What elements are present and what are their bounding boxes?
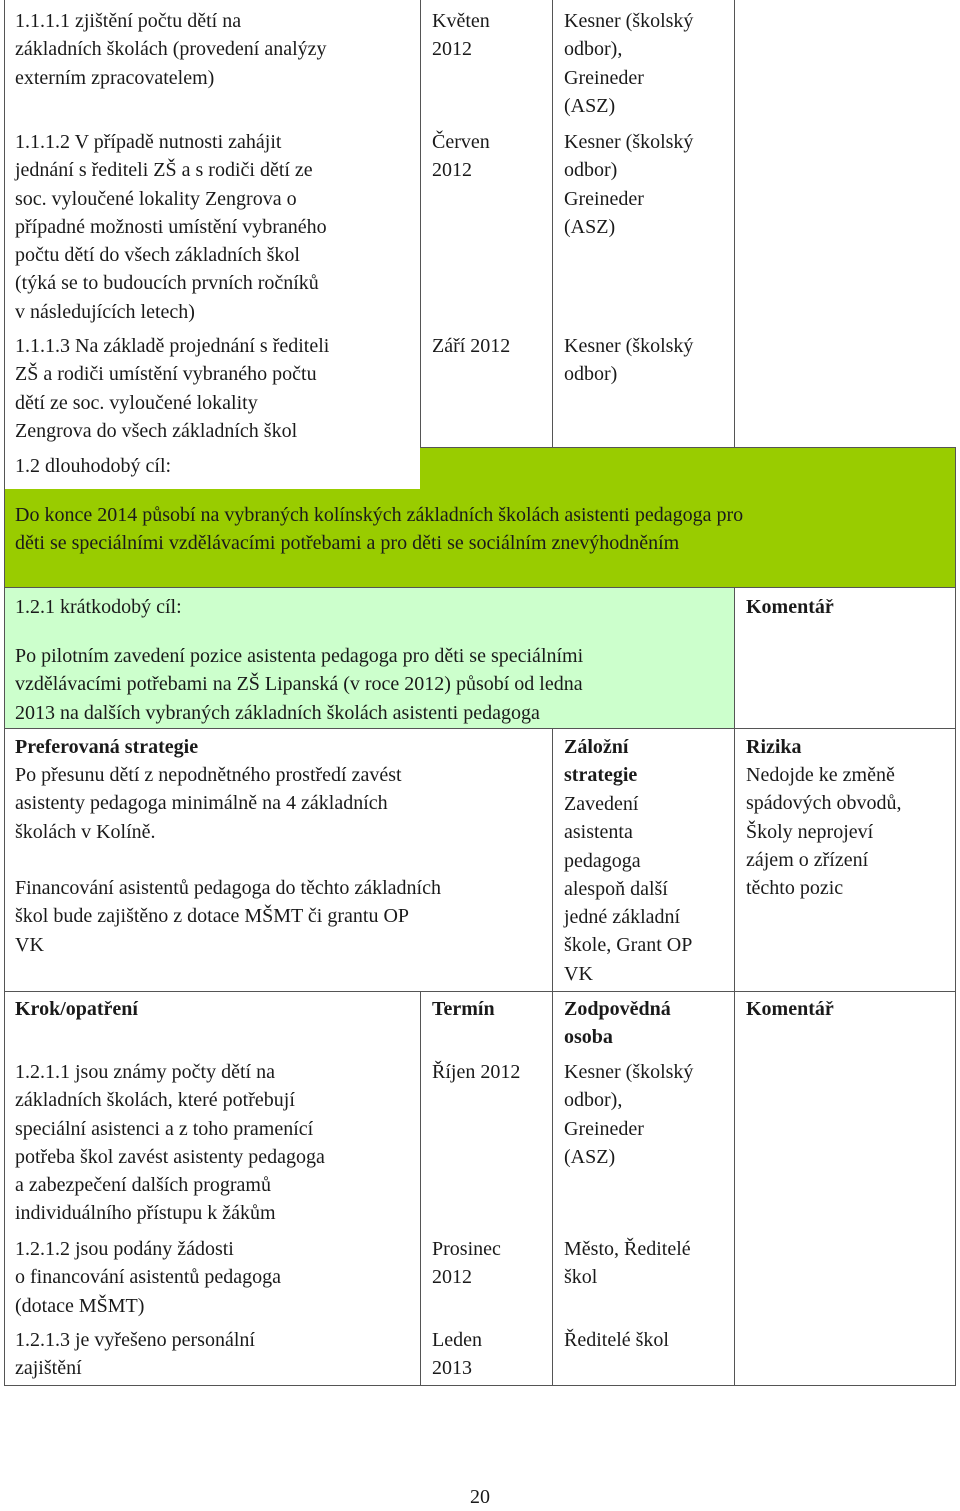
col-line-3-mid bbox=[734, 587, 735, 728]
backup-strategy-label: Záložní strategie bbox=[564, 736, 638, 787]
top-row-3-step: 1.1.1.3 Na základě projednání s řediteli ZŠ a rodiči umístění vybraného počtu dětí ze soc. vyloučené lokality Zengrova do všech základních škol bbox=[15, 335, 330, 442]
bottom-row-3-term: Leden 2013 bbox=[432, 1329, 482, 1380]
header-resp: Zodpovědná osoba bbox=[564, 998, 671, 1049]
preferred-strategy-label: Preferovaná strategie bbox=[15, 736, 199, 758]
col-line-2-strategy bbox=[552, 728, 553, 991]
header-term: Termín bbox=[432, 998, 495, 1020]
bottom-row-1-term: Říjen 2012 bbox=[432, 1061, 521, 1083]
financing-text: Financování asistentů pedagoga do těchto základních škol bude zajištěno z dotace MŠMT či grantu OP VK bbox=[15, 877, 441, 956]
bottom-row-2-step: 1.2.1.2 jsou podány žádosti o financování asistentů pedagoga (dotace MŠMT) bbox=[15, 1238, 282, 1317]
top-row-2-term: Červen 2012 bbox=[432, 131, 490, 182]
long-goal-text: Do konce 2014 působí na vybraných kolínských základních školách asistenti pedagoga pro děti se speciálními vzdělávacími potřebami a pro děti se sociálním znevýhodněním bbox=[15, 504, 744, 555]
long-goal-heading: 1.2 dlouhodobý cíl: bbox=[15, 455, 172, 477]
bottom-row-2-resp: Město, Ředitelé škol bbox=[564, 1238, 691, 1289]
col-line-1-bottom bbox=[420, 991, 421, 1386]
row-line-long-goal-bottom bbox=[4, 587, 956, 588]
col-line-2-top bbox=[552, 0, 553, 447]
bottom-row-1-resp: Kesner (školský odbor), Greineder (ASZ) bbox=[564, 1061, 694, 1168]
header-comment: Komentář bbox=[746, 998, 834, 1020]
top-row-3-resp: Kesner (školský odbor) bbox=[564, 335, 694, 386]
backup-strategy-text: Zavedení asistenta pedagoga alespoň další jedné základní škole, Grant OP VK bbox=[564, 793, 693, 985]
risks-text: Nedojde ke změně spádových obvodů, Školy neprojeví zájem o zřízení těchto pozic bbox=[746, 764, 902, 900]
bottom-row-1-step: 1.2.1.1 jsou známy počty dětí na základních školách, které potřebují speciální asistenci a z toho pramenící potřeba škol zavést asistenty pedagoga a zabezpečení dalších programů individuálního přístupu k žákům bbox=[15, 1061, 325, 1225]
top-row-3-term: Září 2012 bbox=[432, 335, 511, 357]
top-row-1-resp: Kesner (školský odbor), Greineder (ASZ) bbox=[564, 10, 694, 117]
top-row-2-step: 1.1.1.2 V případě nutnosti zahájit jednání s řediteli ZŠ a s rodiči dětí ze soc. vyloučené lokality Zengrova o případné možnosti umístění vybraného počtu dětí do všech základních škol (týká se to budoucích prvních ročníků v následujících letech) bbox=[15, 131, 327, 323]
bottom-row-3-resp: Ředitelé škol bbox=[564, 1329, 669, 1351]
row-line-strategy-bottom bbox=[4, 991, 956, 992]
page-number: 20 bbox=[470, 1486, 490, 1508]
risks-label: Rizika bbox=[746, 736, 802, 758]
short-goal-heading: 1.2.1 krátkodobý cíl: bbox=[15, 596, 182, 618]
col-line-1-top bbox=[420, 0, 421, 447]
short-goal-text: Po pilotním zavedení pozice asistenta pedagoga pro děti se speciálními vzdělávacími potřebami na ZŠ Lipanská (v roce 2012) působí od ledna 2013 na dalších vybraných základních školách asistenti pedagoga bbox=[15, 645, 584, 724]
top-row-2-resp: Kesner (školský odbor) Greineder (ASZ) bbox=[564, 131, 694, 238]
col-line-3-strategy bbox=[734, 728, 735, 991]
col-line-2-bottom bbox=[552, 991, 553, 1386]
row-line-long-goal-top bbox=[420, 447, 956, 448]
top-row-1-term: Květen 2012 bbox=[432, 10, 490, 61]
bottom-row-2-term: Prosinec 2012 bbox=[432, 1238, 501, 1289]
preferred-strategy-text: Po přesunu dětí z nepodnětného prostředí zavést asistenty pedagoga minimálně na 4 základních školách v Kolíně. bbox=[15, 764, 402, 843]
header-step: Krok/opatření bbox=[15, 998, 138, 1020]
border-left bbox=[4, 0, 5, 1386]
col-line-3-bottom bbox=[734, 991, 735, 1386]
col-line-3-top bbox=[734, 0, 735, 447]
short-goal-comment-label: Komentář bbox=[746, 596, 834, 618]
bottom-row-3-step: 1.2.1.3 je vyřešeno personální zajištění bbox=[15, 1329, 255, 1380]
row-line-short-goal-bottom bbox=[4, 728, 956, 729]
row-line-table-bottom bbox=[4, 1385, 956, 1386]
top-row-1-step: 1.1.1.1 zjištění počtu dětí na základních školách (provedení analýzy externím zpracovatelem) bbox=[15, 10, 327, 89]
